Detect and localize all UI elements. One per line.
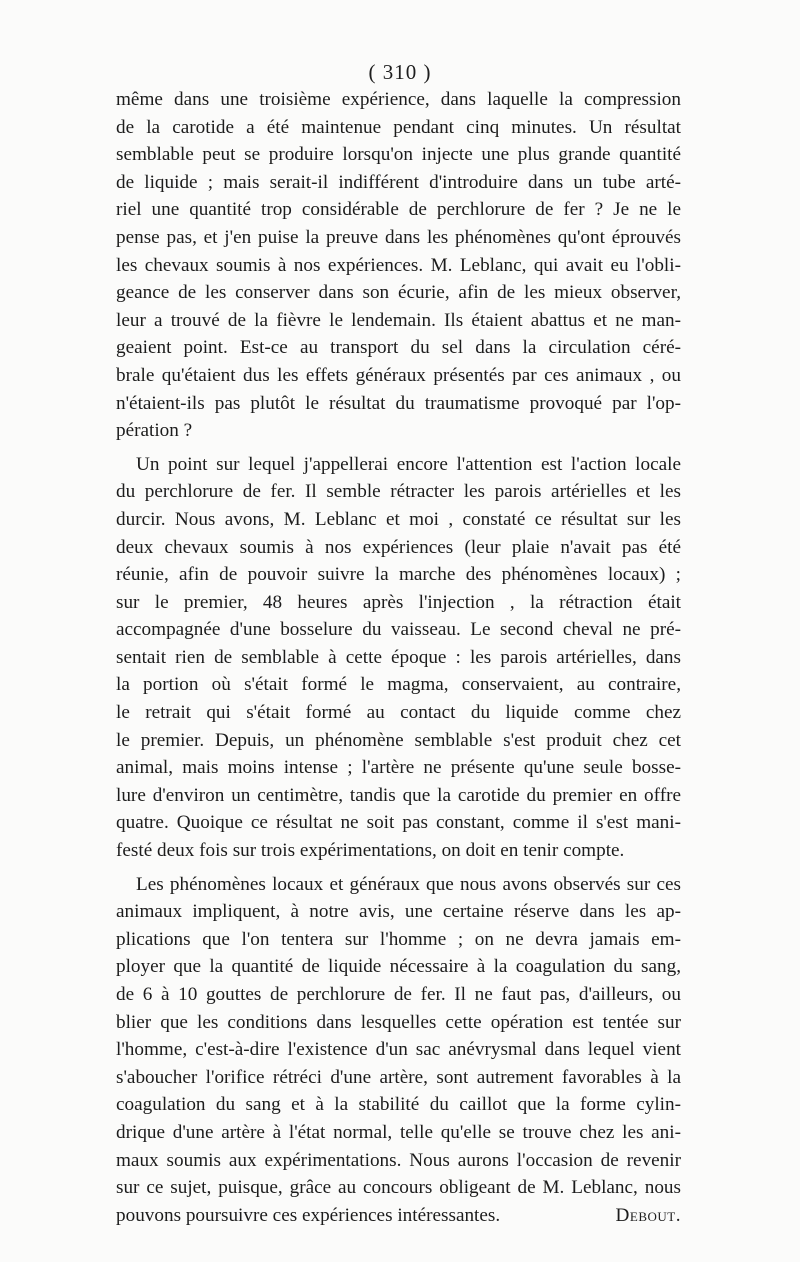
text-line: coagulation du sang et à la stabilité du caillot que la forme cylin- (116, 1094, 681, 1116)
text-line: les chevaux soumis à nos expériences. M. Leblanc, qui avait eu l'obli- (116, 254, 681, 276)
text-line: sentait rien de semblable à cette époque : les parois artérielles, dans (116, 646, 681, 668)
text-line: drique d'une artère à l'état normal, telle qu'elle se trouve chez les ani- (116, 1121, 681, 1143)
text-line: le retrait qui s'était formé au contact du liquide comme chez (116, 702, 681, 724)
paragraph-3 (116, 871, 681, 1230)
text-line: durcir. Nous avons, M. Leblanc et moi , constaté ce résultat sur les (116, 508, 681, 530)
text-line: s'aboucher l'orifice rétréci d'une artère, sont autrement favorables à la (116, 1066, 681, 1088)
text-line: plications que l'on tentera sur l'homme ; on ne devra jamais em- (116, 928, 681, 950)
closing-line (116, 1202, 681, 1230)
body-text (116, 86, 681, 1229)
author-signature: Debout. (615, 1204, 681, 1226)
text-line: le premier. Depuis, un phénomène semblable s'est produit chez cet (116, 729, 681, 751)
text-line: semblable peut se produire lorsqu'on injecte une plus grande quantité (116, 144, 681, 166)
text-line: geaient point. Est-ce au transport du sel dans la circulation céré- (116, 337, 681, 359)
text-line: réunie, afin de pouvoir suivre la marche des phénomènes locaux) ; (116, 564, 681, 586)
text-line: de la carotide a été maintenue pendant cinq minutes. Un résultat (116, 116, 681, 138)
paragraph-2 (116, 451, 681, 865)
text-line: l'homme, c'est-à-dire l'existence d'un sac anévrysmal dans lequel vient (116, 1039, 681, 1061)
text-line: animaux impliquent, à notre avis, une certaine réserve dans les ap- (116, 901, 681, 923)
text-line: du perchlorure de fer. Il semble rétracter les parois artérielles et les (116, 481, 681, 503)
text-line: blier que les conditions dans lesquelles cette opération est tentée sur (116, 1011, 681, 1033)
text-line: riel une quantité trop considérable de perchlorure de fer ? Je ne le (116, 199, 681, 221)
text-line: accompagnée d'une bosselure du vaisseau. Le second cheval ne pré- (116, 619, 681, 641)
text-line: sur le premier, 48 heures après l'injection , la rétraction était (116, 591, 681, 613)
text-line: animal, mais moins intense ; l'artère ne présente qu'une seule bosse- (116, 757, 681, 779)
text-line: la portion où s'était formé le magma, conservaient, au contraire, (116, 674, 681, 696)
text-line: ployer que la quantité de liquide nécessaire à la coagulation du sang, (116, 956, 681, 978)
text-line: pération ? (116, 420, 193, 442)
text-line: deux chevaux soumis à nos expériences (leur plaie n'avait pas été (116, 536, 681, 558)
text-line: leur a trouvé de la fièvre le lendemain. Ils étaient abattus et ne man- (116, 309, 681, 331)
text-line: de liquide ; mais serait-il indifférent d'introduire dans un tube arté- (116, 171, 681, 193)
text-line: n'étaient-ils pas plutôt le résultat du traumatisme provoqué par l'op- (116, 392, 681, 414)
text-line: pense pas, et j'en puise la preuve dans les phénomènes qu'ont éprouvés (116, 226, 681, 248)
paragraph-1 (116, 86, 681, 445)
closing-text: pouvons poursuivre ces expériences intéressantes. (116, 1204, 501, 1226)
text-line: sur ce sujet, puisque, grâce au concours obligeant de M. Leblanc, nous (116, 1177, 681, 1199)
text-line: Les phénomènes locaux et généraux que nous avons observés sur ces (136, 873, 681, 895)
page-number: ( 310 ) (368, 60, 432, 84)
text-line: festé deux fois sur trois expérimentations, on doit en tenir compte. (116, 840, 625, 862)
text-line: lure d'environ un centimètre, tandis que la carotide du premier en offre (116, 784, 681, 806)
text-line: de 6 à 10 gouttes de perchlorure de fer. Il ne faut pas, d'ailleurs, ou (116, 984, 681, 1005)
text-line: Un point sur lequel j'appellerai encore l'attention est l'action locale (136, 453, 681, 475)
text-line: quatre. Quoique ce résultat ne soit pas constant, comme il s'est mani- (116, 812, 681, 834)
text-line: même dans une troisième expérience, dans laquelle la compression (116, 89, 681, 110)
text-line: brale qu'étaient dus les effets généraux présentés par ces animaux , ou (116, 364, 681, 386)
text-line: maux soumis aux expérimentations. Nous aurons l'occasion de revenir (116, 1149, 681, 1171)
text-line: geance de les conserver dans son écurie, afin de les mieux observer, (116, 282, 681, 304)
